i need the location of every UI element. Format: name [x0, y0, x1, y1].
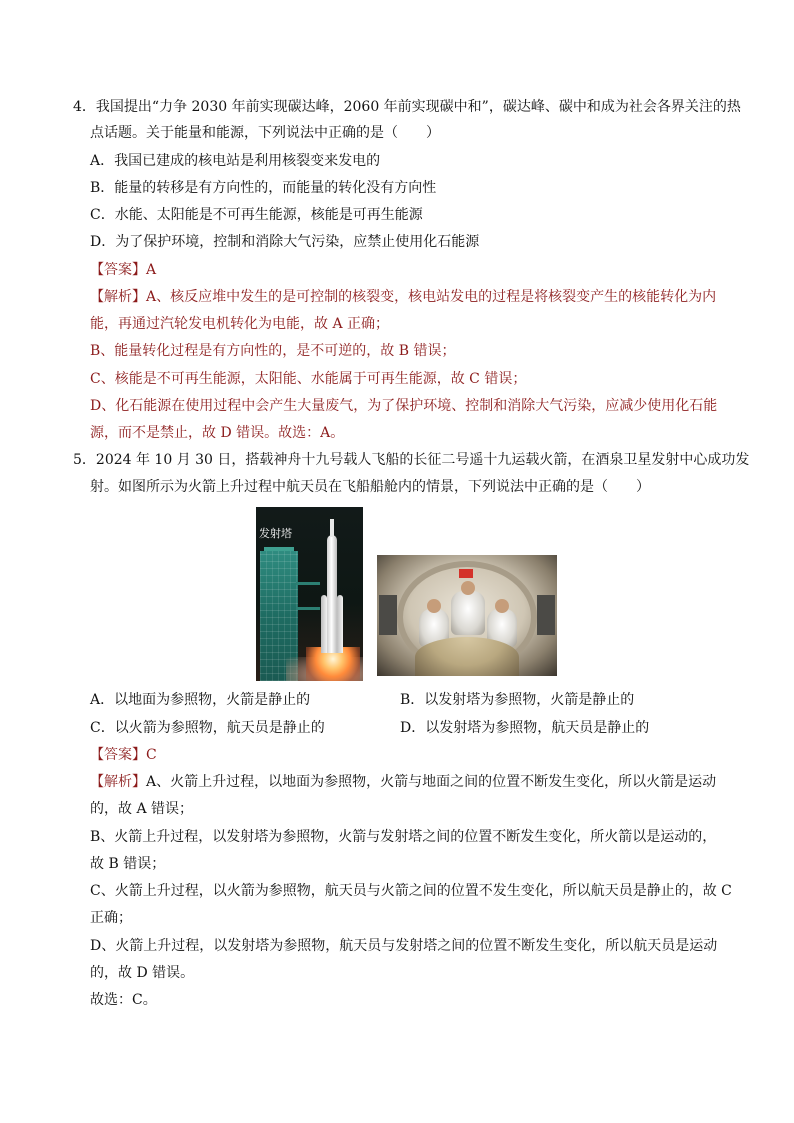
q4-analysis-line3: B、能量转化过程是有方向性的，是不可逆的，故 B 错误； [90, 343, 456, 359]
q4-option-d: D．为了保护环境，控制和消除大气污染，应禁止使用化石能源 [90, 234, 480, 250]
q5-option-a: A．以地面为参照物，火箭是静止的 [90, 692, 311, 708]
q5-option-b: B．以发射塔为参照物，火箭是静止的 [400, 692, 635, 708]
q5-option-c: C．以火箭为参照物，航天员是静止的 [90, 720, 325, 736]
q5-analysis-tag: 【解析】 [90, 774, 146, 790]
q5-analysis-text1: A、火箭上升过程，以地面为参照物，火箭与地面之间的位置不断发生变化，所以火箭是运动 [146, 774, 717, 790]
q5-option-d: D．以发射塔为参照物，航天员是静止的 [400, 720, 650, 736]
astronaut-center-head [461, 581, 475, 595]
q5-answer-value: C [146, 747, 157, 763]
q5-stem-line1: 5．2024 年 10 月 30 日，搭载神舟十九号载人飞船的长征二号遥十九运载火箭，在酒泉卫星发射中心成功发 [73, 452, 750, 468]
q5-analysis-line7: D、火箭上升过程，以发射塔为参照物，航天员与发射塔之间的位置不断发生变化，所以航天员是运动 [90, 938, 718, 954]
q4-stem-line2: 点话题。关于能量和能源，下列说法中正确的是（ ） [90, 125, 440, 141]
tower-arm [296, 582, 320, 585]
rocket-body [327, 535, 337, 653]
q4-answer-tag: 【答案】 [90, 262, 146, 278]
q4-option-b: B．能量的转移是有方向性的，而能量的转化没有方向性 [90, 180, 437, 196]
q5-answer [90, 746, 157, 764]
flag-patch [459, 569, 473, 578]
q5-analysis-line2: 的，故 A 错误； [90, 801, 194, 817]
rocket-escape-tower [330, 519, 334, 537]
q4-stem-line1: 4．我国提出“力争 2030 年前实现碳达峰，2060 年前实现碳中和”，碳达峰、碳中和成为社会各界关注的热 [73, 99, 741, 115]
launch-tower-label: 发射塔 [259, 527, 292, 540]
q4-option-a: A．我国已建成的核电站是利用核裂变来发电的 [90, 153, 381, 169]
q5-analysis-line4: 故 B 错误； [90, 856, 166, 872]
q4-analysis-text1: A、核反应堆中发生的是可控制的核裂变，核电站发电的过程是将核裂变产生的核能转化为内 [146, 289, 717, 305]
q4-analysis-line2: 能，再通过汽轮发电机转化为电能，故 A 正确； [90, 316, 390, 332]
q5-analysis-line1 [90, 773, 716, 791]
q5-stem-line2: 射。如图所示为火箭上升过程中航天员在飞船船舱内的情景，下列说法中正确的是（ ） [90, 479, 650, 495]
astronaut-left-head [427, 599, 441, 613]
q5-analysis-line8: 的，故 D 错误。 [90, 965, 195, 981]
q5-analysis-line6: 正确； [90, 910, 132, 926]
cabin-panel-left [379, 595, 397, 635]
q4-analysis-line6: 源，而不是禁止，故 D 错误。故选：A。 [90, 425, 345, 441]
q4-option-c: C．水能、太阳能是不可再生能源，核能是可再生能源 [90, 207, 423, 223]
q5-answer-tag: 【答案】 [90, 747, 146, 763]
tower-arm-lower [296, 607, 320, 610]
q5-analysis-line3: B、火箭上升过程，以发射塔为参照物，火箭与发射塔之间的位置不断发生变化，所火箭以是运动的， [90, 829, 717, 845]
q4-analysis-line4: C、核能是不可再生能源，太阳能、水能属于可再生能源，故 C 错误； [90, 371, 527, 387]
rocket-launch-photo [256, 507, 363, 681]
rocket-booster-right [337, 595, 343, 653]
astronauts-cabin-photo [377, 555, 557, 676]
q4-analysis-line5: D、化石能源在使用过程中会产生大量废气，为了保护环境、控制和消除大气污染，应减少使用化石能 [90, 398, 718, 414]
astronaut-right-head [495, 599, 509, 613]
q4-analysis-tag: 【解析】 [90, 289, 146, 305]
q4-answer-value: A [146, 262, 157, 278]
q4-analysis-line1 [90, 288, 716, 306]
q5-analysis-line5: C、火箭上升过程，以火箭为参照物，航天员与火箭之间的位置不发生变化，所以航天员是静止的，故 C [90, 883, 732, 899]
q5-conclusion: 故选：C。 [90, 992, 157, 1008]
astronaut-center-suit [451, 591, 485, 635]
hatch-door [415, 637, 519, 676]
q4-answer [90, 261, 156, 279]
cabin-panel-right [537, 595, 555, 635]
